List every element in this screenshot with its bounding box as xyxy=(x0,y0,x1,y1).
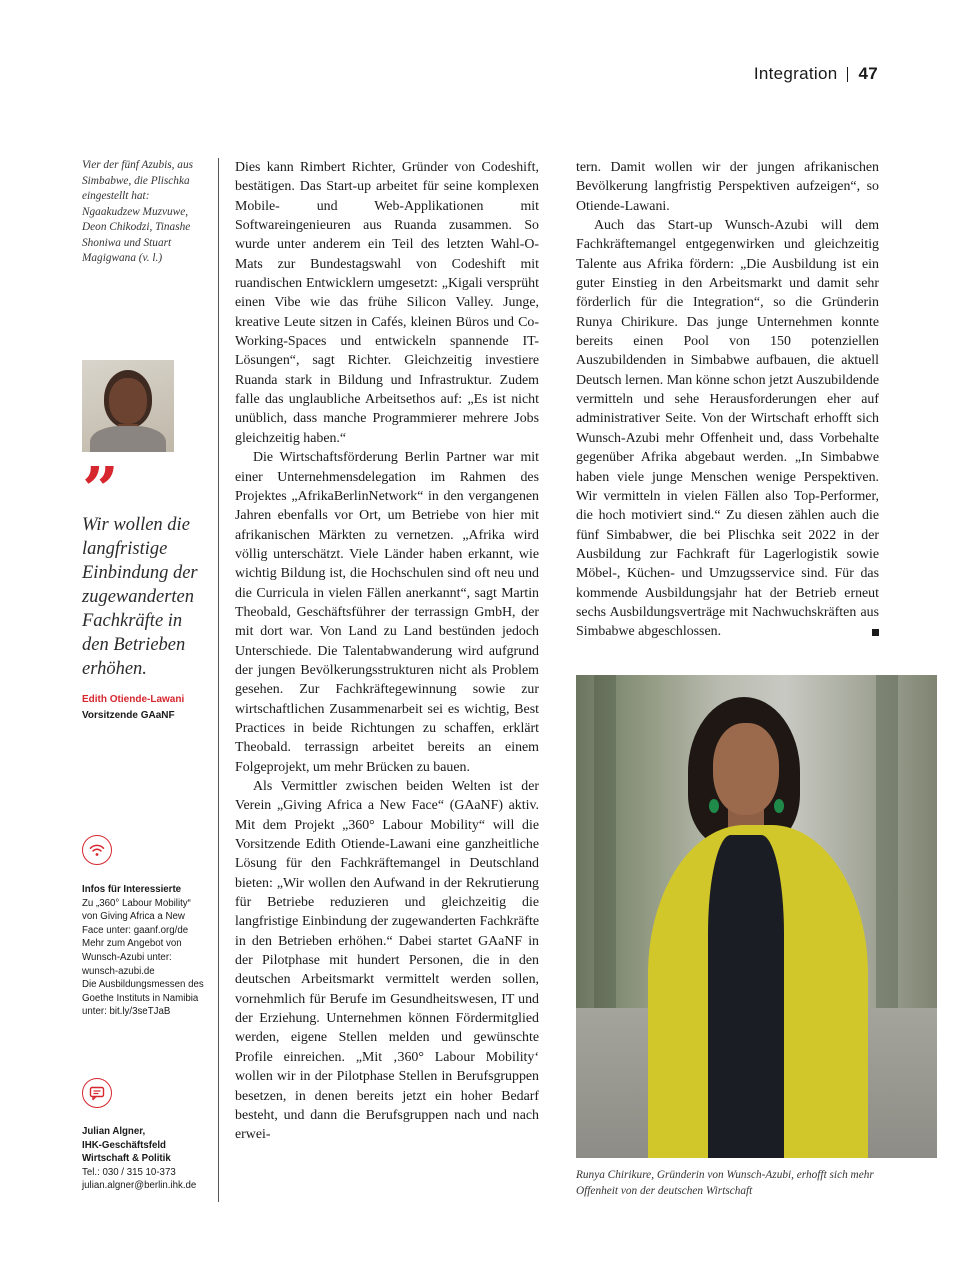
running-header xyxy=(754,64,878,84)
quote-mark-icon: ” xyxy=(82,466,119,506)
info-line-wunsch-azubi: Mehr zum Angebot von Wunsch-Azubi unter: wunsch-azubi.de xyxy=(82,938,182,977)
contact-dept-2: Wirtschaft & Politik xyxy=(82,1153,171,1165)
pull-quote: Wir wollen die langfristige Einbindung der zugewanderten Fachkräfte in den Betrieben erhöhen. xyxy=(82,515,198,679)
azubis-photo-caption: Vier der fünf Azubis, aus Simbabwe, die Plischka eingestellt hat: Ngaakudzew Muzvuwe, Deon Chikodzi, Tinashe Shoniwa und Stuart Magigwana (v. l.) xyxy=(82,159,193,264)
info-line-goethe: Die Ausbildungsmessen des Goethe Instituts in Namibia unter: bit.ly/3seTJaB xyxy=(82,979,204,1018)
sidebar xyxy=(82,158,204,1192)
column-divider xyxy=(218,158,219,1202)
header-divider xyxy=(847,67,848,82)
contact-box xyxy=(82,1125,204,1193)
contact-dept: IHK-Geschäftsfeld xyxy=(82,1139,166,1151)
end-of-article-mark xyxy=(872,629,879,636)
quote-author-name: Edith Otiende-Lawani xyxy=(82,694,185,705)
paragraph: Als Vermittler zwischen beiden Welten ist der Verein „Giving Africa a New Face“ (GAaNF) aktiv. Mit dem Projekt „360° Labour Mobility“ will die Vorsitzende Edith Otiende-Lawani eine ganzheitliche Lösung für den Fachkräftemangel in Deutschland bieten: „Wir wollen den Aufwand in der Rekrutierung für Betriebe reduzieren und gleichzeitig die langfristige Einbindung der zugewanderten Fachkräfte in den Betrieben erhöhen.“ Dabei startet GAaNF in der Pilotphase mit hundert Personen, die in den deutschen Arbeitsmarkt vermittelt werden sollen, vornehmlich für Berufe im Gesundheitswesen, IT und der Erziehung. Unternehmen können Fördermitglied werden, eigene Stellen melden und gewünschte Profile einreichen. „Mit ‚360° Labour Mobility‘ wollen wir in der Pilotphase Stellen in Berufsgruppen besetzen, in denen bereits jetzt ein hoher Bedarf besteht, und dann die Berufsgruppen nach und nach erwei- xyxy=(235,779,539,1143)
paragraph: Die Wirtschaftsförderung Berlin Partner war mit einer Unternehmensdelegation im Rahmen des Projektes „AfrikaBerlinNetwork“ in den vergangenen Jahren ebenfalls vor Ort, um Betriebe von hier mit afrikanischen Märkten zu vernetzen. „Afrika wird völlig unterschätzt. Viele Länder haben erkannt, wie wichtig Bildung ist, die Hochschulen sind oft neu und die Curricula in vielen Fällen anerkannt“, sagt Martin Theobald, Geschäftsführer der terrassign GmbH, der mit dort war. Von Land zu Land bestünden jedoch Unterschiede. Die Talentabwanderung wird aufgrund der jungen Bevölkerungsstrukturen nicht als Problem gesehen. Zur Fachkräftegewinnung sowie zur wirtschaftlichen Zusammenarbeit sei es wichtig, Best Practices in beide Richtungen zu schaffen, erklärt Theobald. terrassign arbeitet bereits an einem Folgeprojekt, um mehr Brücken zu bauen. xyxy=(235,450,539,775)
paragraph: Auch das Start-up Wunsch-Azubi will dem Fachkräftemangel entgegenwirken und gleichzeitig Talente aus Afrika fördern: „Die Ausbildung ist ein guter Einstieg in den Arbeitsmarkt und damit sehr förderlich für die Integration“, so die Gründerin Runya Chirikure. Das junge Unternehmen konnte bereits einen Pool von 150 potenziellen Auszubildenden in Simbabwe aufbauen, die aktuell Deutsch lernen. Man könne schon jetzt Auszubildende vermitteln und sehe Herausforderungen eher auf administrativer Seite. Von der Wirtschaft erhofft sich Wunsch-Azubi mehr Offenheit und, dass Vorbehalte gegenüber Afrika abgebaut werden. „In Simbabwe haben viele junge Menschen wenige Perspektiven. Wir vermitteln in vielen Fällen also Top-Performer, die hoch motiviert sind.“ Zu diesen zählen auch die fünf Simbabwer, die bei Plischka seit 2022 in der Ausbildung zur Fachkraft für Lagerlogistik sowie Möbel-, Küchen- und Umzugsservice sind. Für das kommende Ausbildungsjahr hat der Betrieb erneut sechs Ausbildungsverträge mit Nachwuchskräften aus Simbabwe abgeschlossen. xyxy=(576,218,879,640)
paragraph: Dies kann Rimbert Richter, Gründer von Codeshift, bestätigen. Das Start-up arbeitet für seine komplexen Mobile- und Web-Applikationen mit Softwareingenieuren aus Ruanda zusammen. So wurde unter anderem ein Teil des letzten Wahl-O-Mats zur Bundestagswahl von Codeshift mit ruandischen Entwicklern umgesetzt: „Kigali versprüht einen Vibe wie das frühe Silicon Valley. Junge, kreative Leute sitzen in Cafés, kleinen Büros und Co-Working-Spaces und entwickeln spannende IT-Lösungen“, sagt Richter. Gleichzeitig investiere Ruanda stark in Bildung und Infrastruktur. Zudem falle das unglaubliche Arbeitsethos auf: „Es ist nicht unüblich, dass manche Programmierer mehrere Jobs gleichzeitig haben.“ xyxy=(235,160,539,446)
section-title: Integration xyxy=(753,64,838,83)
article-column-2 xyxy=(576,158,879,642)
info-line-giving-africa: Zu „360° Labour Mobility“ von Giving Africa a New Face unter: gaanf.org/de xyxy=(82,897,191,936)
contact-phone: Tel.: 030 / 315 10-373 xyxy=(82,1166,176,1178)
wifi-icon xyxy=(82,835,112,865)
page-number: 47 xyxy=(858,64,878,83)
chat-icon xyxy=(82,1078,112,1108)
info-box xyxy=(82,883,204,1019)
info-box-title: Infos für Interessierte xyxy=(82,884,182,895)
contact-name: Julian Algner, xyxy=(82,1126,146,1137)
runya-chirikure-photo xyxy=(576,675,937,1158)
quote-author-portrait xyxy=(82,360,174,452)
photo-caption: Runya Chirikure, Gründerin von Wunsch-Azubi, erhofft sich mehr Offenheit von der deutschen Wirtschaft xyxy=(576,1169,874,1197)
quote-author-role: Vorsitzende GAaNF xyxy=(82,710,175,721)
paragraph: tern. Damit wollen wir der jungen afrikanischen Bevölkerung langfristig Perspektiven aufzeigen“, so Otiende-Lawani. xyxy=(576,160,879,214)
article-column-1 xyxy=(235,158,539,1145)
contact-email[interactable]: julian.algner@berlin.ihk.de xyxy=(82,1180,197,1192)
